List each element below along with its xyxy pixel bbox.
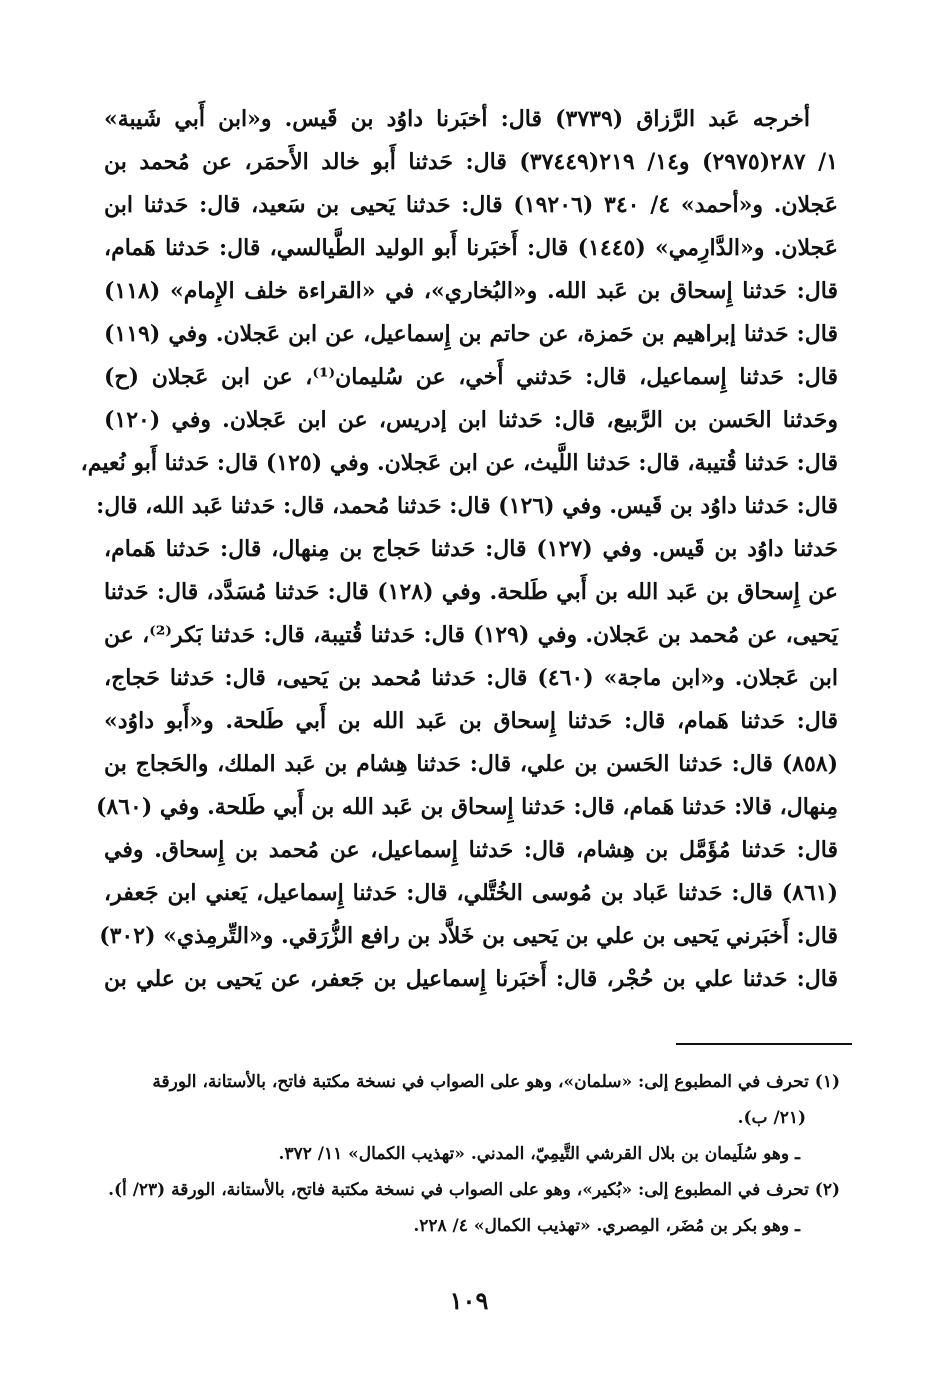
footnote-line: (٢) تحرف في المطبوع إلى: «بُكير»، وهو على الصواب في نسخة مكتبة فاتح، بالأستانة، الورقة (٢٣/ أ). xyxy=(108,1180,840,1200)
text-line: قال: حَدثنا إِسحاق بن عَبد الله. و«البُخاري»، في «القراءة خلف الإِمام» (١١٨) xyxy=(104,278,838,304)
footnote-line: (٢١/ ب). xyxy=(737,1108,806,1128)
text-line: ابن عَجلان. و«ابن ماجة» (٤٦٠) قال: حَدثنا مُحمد بن يَحيى، قال: حَدثنا حَجاج، xyxy=(104,665,838,691)
footnotes-block xyxy=(96,1064,840,1244)
text-line: (٨٥٨) قال: حَدثنا الحَسن بن علي، قال: حَدثنا هِشام بن عَبد الملك، والحَجاج بن xyxy=(104,751,838,777)
text-line: (٨٦١) قال: حَدثنا عَباد بن مُوسى الخُتَّلي، قال: حَدثنا إِسماعيل، يَعني ابن جَعفر، xyxy=(104,880,838,906)
text-line: قال: حَدثنا علي بن حُجْر، قال: أَخبَرنا إِسماعيل بن جَعفر، عن يَحيى بن علي بن xyxy=(104,966,838,992)
main-text-block xyxy=(80,98,839,1001)
text-line: قال: حَدثنا قُتيبة، قال: حَدثنا اللَّيث، عن ابن عَجلان. وفي (١٢٥) قال: حَدثنا أَبو نُعيم، xyxy=(80,450,838,476)
text-line: قال: حَدثنا إِسماعيل، قال: حَدثني أَخي، عن سُليمان⁽¹⁾، عن ابن عَجلان (ح) xyxy=(104,364,838,390)
text-line: عَجلان. و«أحمد» ٤/ ٣٤٠ (١٩٢٠٦) قال: حَدثنا يَحيى بن سَعيد، قال: حَدثنا ابن xyxy=(104,192,838,218)
footnote-separator xyxy=(676,1043,852,1045)
text-line: مِنهال، قالا: حَدثنا هَمام، قال: حَدثنا إِسحاق بن عَبد الله بن أَبي طَلحة. وفي (٨٦٠) xyxy=(95,794,838,820)
text-line: قال: حَدثنا داوُد بن قَيس. وفي (١٢٦) قال: حَدثنا مُحمد، قال: حَدثنا عَبد الله، قال: xyxy=(96,493,838,519)
footnote-line: ـ وهو بكر بن مُضَر، المِصري. «تهذيب الكمال» ٤/ ٢٢٨. xyxy=(413,1216,800,1236)
text-line: يَحيى، عن مُحمد بن عَجلان. وفي (١٢٩) قال: حَدثنا قُتيبة، قال: حَدثنا بَكر⁽²⁾، عن xyxy=(104,622,839,648)
text-line: أخرجه عَبد الرَّزاق (٣٧٣٩) قال: أخبَرنا داوُد بن قَيس. و«ابن أَبي شَيبة» xyxy=(104,106,810,132)
text-line: قال: حَدثنا إبراهيم بن حَمزة، عن حاتم بن إِسماعيل، عن ابن عَجلان. وفي (١١٩) xyxy=(104,321,838,347)
footnote-line: (١) تحرف في المطبوع إلى: «سلمان»، وهو على الصواب في نسخة مكتبة فاتح، بالأستانة، الورقة xyxy=(152,1072,840,1092)
text-line: حَدثنا داوُد بن قَيس. وفي (١٢٧) قال: حَدثنا حَجاج بن مِنهال، قال: حَدثنا هَمام، xyxy=(104,536,839,562)
text-line: قال: حَدثنا مُؤَمَّل بن هِشام، قال: حَدثنا إِسماعيل، عن مُحمد بن إِسحاق. وفي xyxy=(104,837,838,863)
footnote-line: ـ وهو سُلَيمان بن بلال القرشي التَّيمِيّ، المدني. «تهذيب الكمال» ١١/ ٣٧٢. xyxy=(278,1144,800,1164)
page-number: ١٠٩ xyxy=(449,1286,489,1315)
text-line: عَجلان. و«الدَّارِمي» (١٤٤٥) قال: أَخبَرنا أَبو الوليد الطَّيالسي، قال: حَدثنا هَمام، xyxy=(104,235,839,261)
text-line: ١/ ٢٨٧(٢٩٧٥) و١٤/ ٢١٩(٣٧٤٤٩) قال: حَدثنا أَبو خالد الأَحمَر، عن مُحمد بن xyxy=(104,149,838,175)
text-line: وحَدثنا الحَسن بن الرَّبيع، قال: حَدثنا ابن إدريس، عن ابن عَجلان. وفي (١٢٠) xyxy=(104,407,838,433)
text-line: قال: حَدثنا هَمام، قال: حَدثنا إِسحاق بن عَبد الله بن أَبي طَلحة. و«أَبو داوُد» xyxy=(104,708,838,734)
text-line: قال: أَخبَرني يَحيى بن علي بن يَحيى بن خَلاَّد بن رافع الزُّرَقي. و«التِّرمِذي» (٣٠٢) xyxy=(99,923,838,949)
text-line: عن إِسحاق بن عَبد الله بن أَبي طَلحة. وفي (١٢٨) قال: حَدثنا مُسَدَّد، قال: حَدثنا xyxy=(104,579,838,605)
